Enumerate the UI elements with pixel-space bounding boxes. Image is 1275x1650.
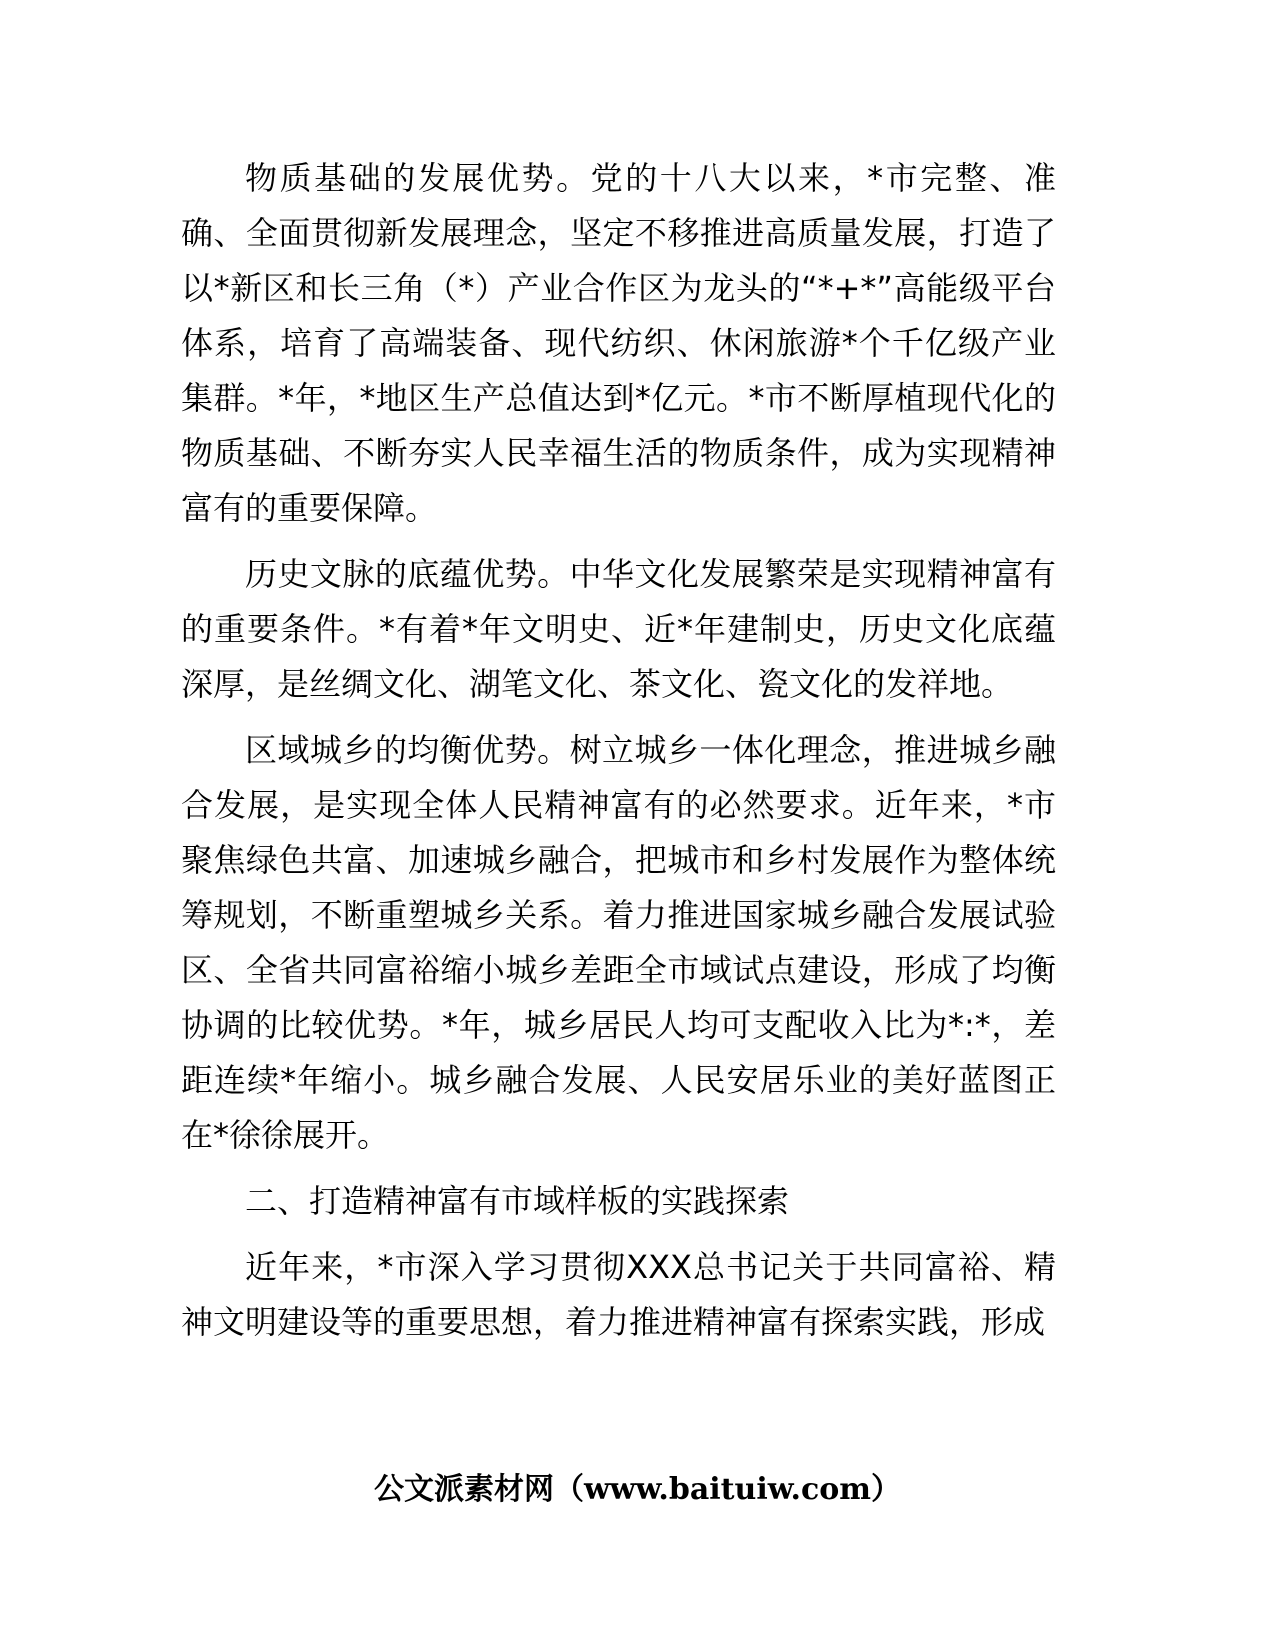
- paragraph-practice-exploration: 近年来，*市深入学习贯彻XXX总书记关于共同富裕、精神文明建设等的重要思想，着力推进精神富有探索实践，形成: [181, 1248, 1056, 1341]
- paragraph-material-foundation: 物质基础的发展优势。党的十八大以来，*市完整、准确、全面贯彻新发展理念，坚定不移推进高质量发展，打造了以*新区和长三角（*）产业合作区为龙头的“*+*”高能级平台体系，培育了高端装备、现代纺织、休闲旅游*个千亿级产业集群。*年，*地区生产总值达到*亿元。*市不断厚植现代化的物质基础、不断夯实人民幸福生活的物质条件，成为实现精神富有的重要保障。: [181, 159, 1056, 527]
- document-body: [181, 151, 1056, 1350]
- footer-watermark: 公文派素材网（www.baituiw.com）: [373, 1472, 902, 1507]
- paragraph-urban-rural-balance: 区域城乡的均衡优势。树立城乡一体化理念，推进城乡融合发展，是实现全体人民精神富有的必然要求。近年来，*市聚焦绿色共富、加速城乡融合，把城市和乡村发展作为整体统筹规划，不断重塑城乡关系。着力推进国家城乡融合发展试验区、全省共同富裕缩小城乡差距全市域试点建设，形成了均衡协调的比较优势。*年，城乡居民人均可支配收入比为*:*，差距连续*年缩小。城乡融合发展、人民安居乐业的美好蓝图正在*徐徐展开。: [181, 731, 1056, 1154]
- paragraph-historical-heritage: 历史文脉的底蕴优势。中华文化发展繁荣是实现精神富有的重要条件。*有着*年文明史、近*年建制史，历史文化底蕴深厚，是丝绸文化、湖笔文化、茶文化、瓷文化的发祥地。: [181, 555, 1056, 703]
- section-heading: 二、打造精神富有市域样板的实践探索: [245, 1182, 790, 1220]
